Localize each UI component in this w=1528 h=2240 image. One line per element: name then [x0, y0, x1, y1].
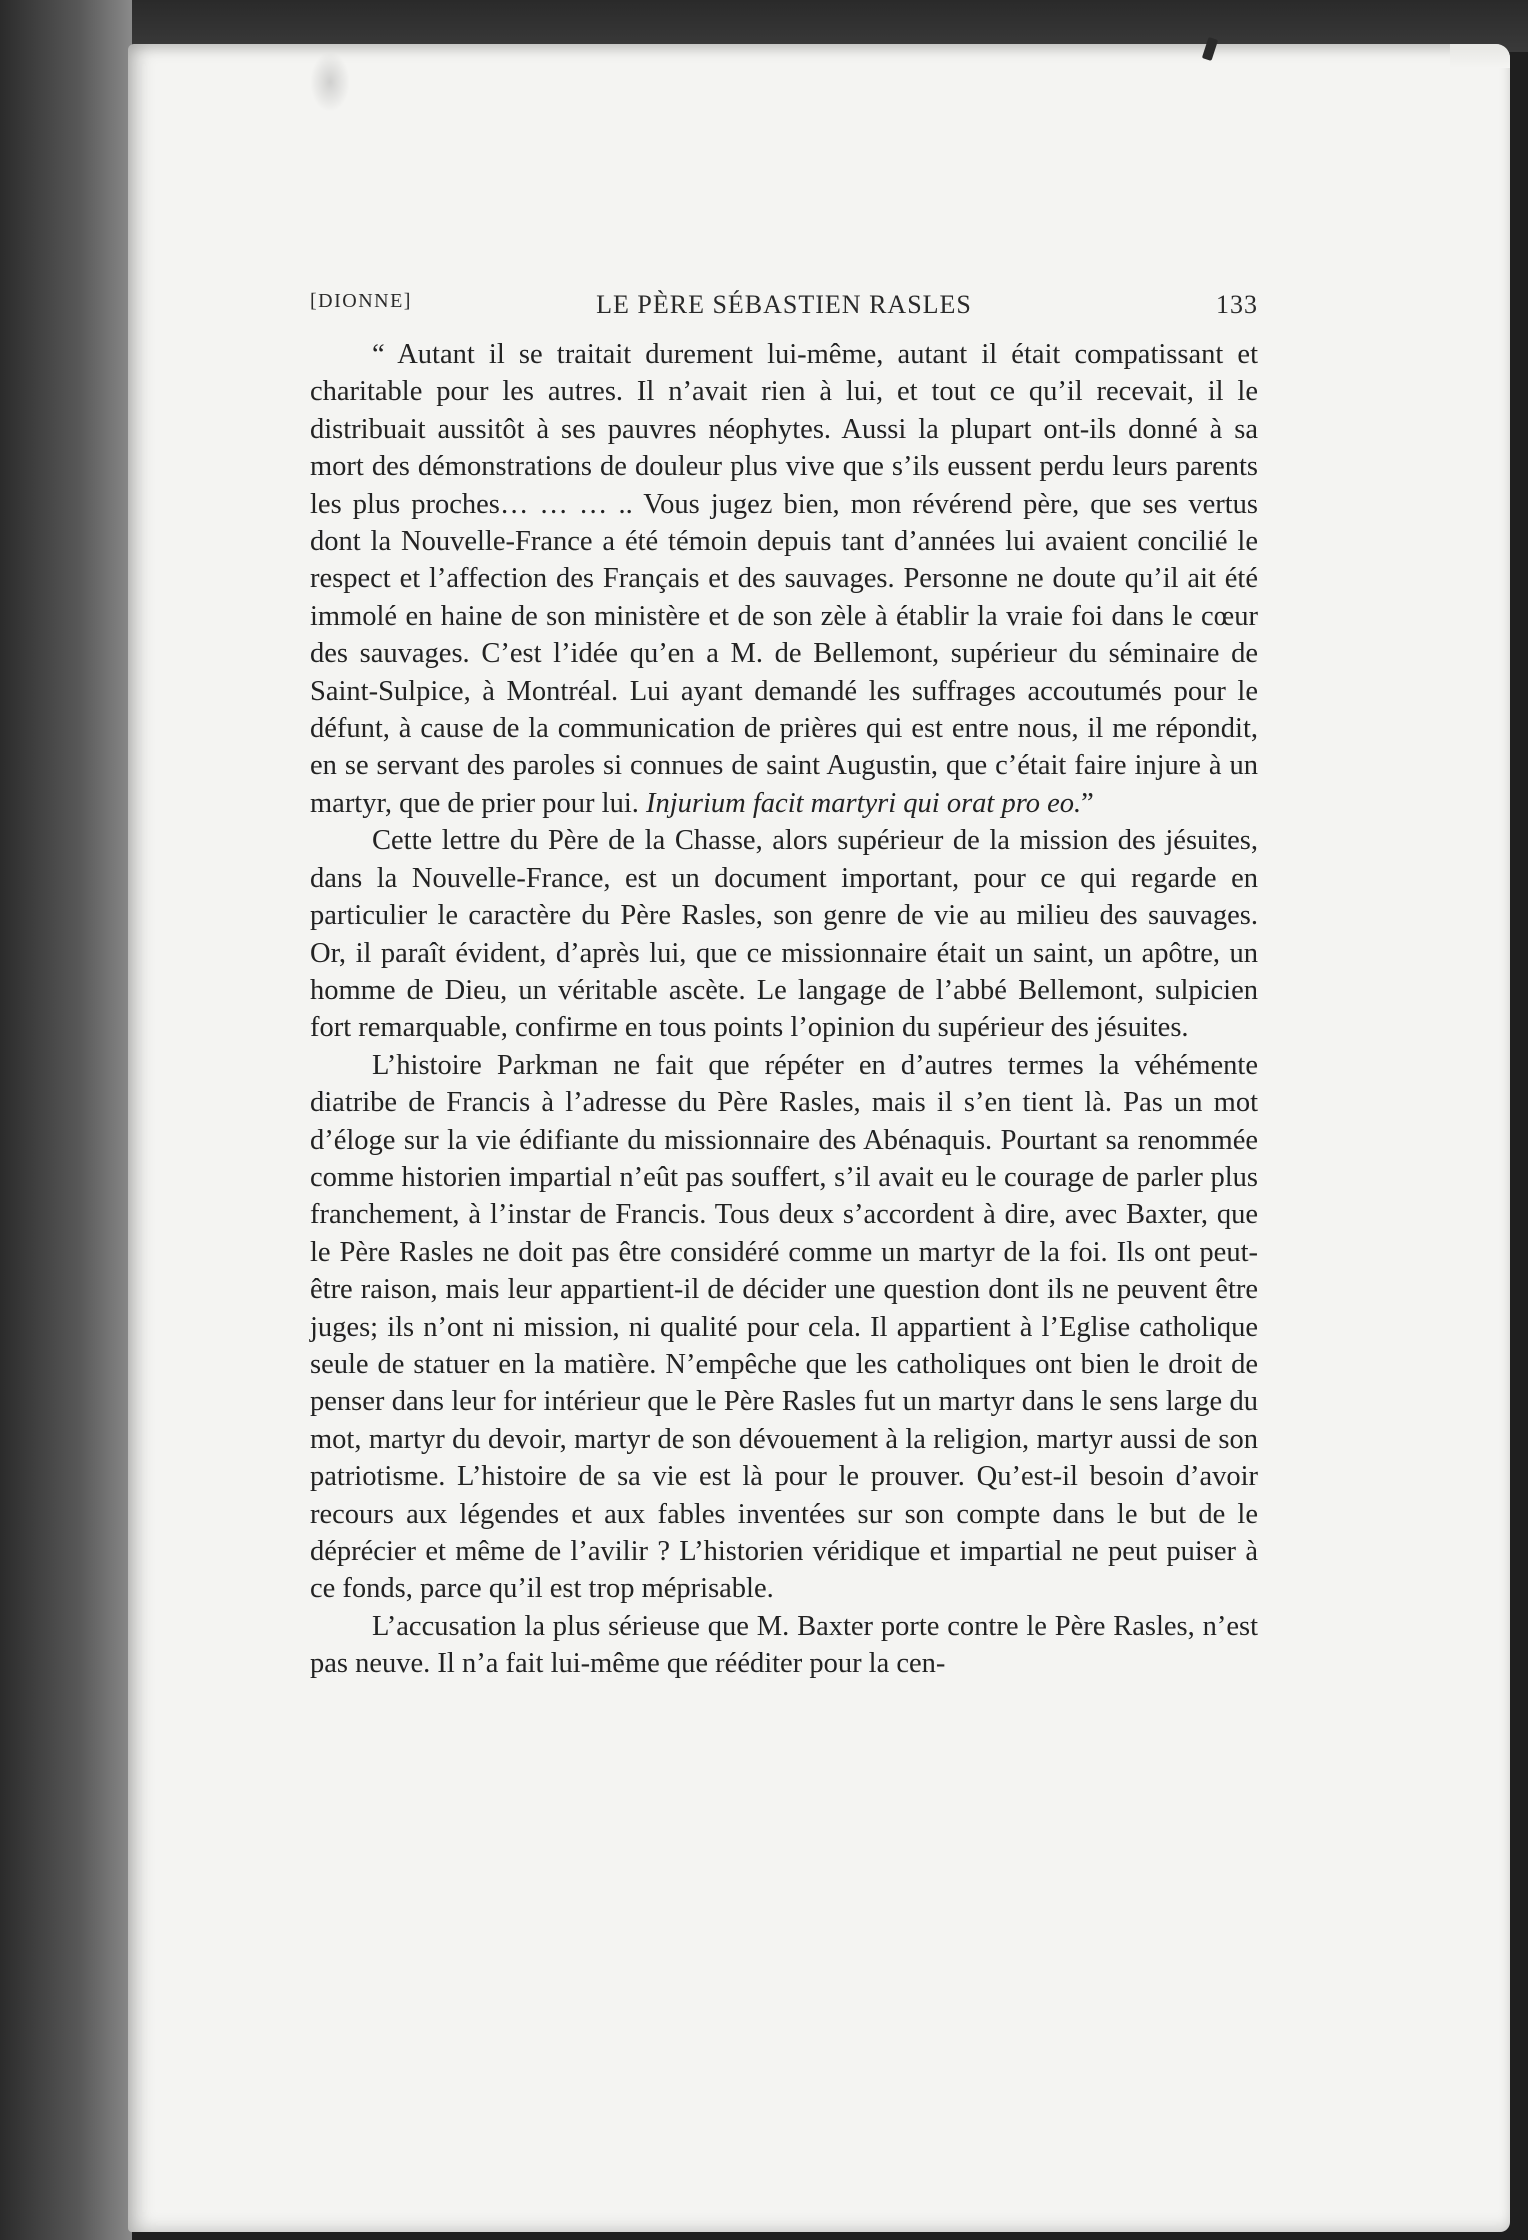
page-number: 133: [1216, 290, 1258, 319]
running-head: [310, 290, 1258, 326]
latin-quote: Injurium facit martyri qui orat pro eo.: [646, 787, 1082, 819]
scan-smudge: [310, 52, 350, 112]
page-title: LE PÈRE SÉBASTIEN RASLES: [596, 290, 972, 319]
paragraph: Cette lettre du Père de la Chasse, alors supérieur de la mission des jésuites, dans la Nouvelle-France, est un document important, pour ce qui regarde en particulier le caractère du Père Rasles, son genre de vie au milieu des sauvages. Or, il paraît évident, d’après lui, que ce missionnaire était un saint, un apôtre, un homme de Dieu, un véritable ascète. Le langage de l’abbé Bellemont, sulpicien fort remarquable, confirme en tous points l’opinion du supérieur des jésuites.: [310, 825, 1258, 1044]
paragraph-quote-text: “ Autant il se traitait durement lui-même, autant il était compatissant et charitable pour les autres. Il n’avait rien à lui, et tout ce qu’il recevait, il le distribuait aussitôt à ses pauvres néophytes. Aussi la plupart ont-ils donné à sa mort des démonstrations de douleur plus vive que s’ils eussent perdu leurs parents les plus proches… … … .. Vous jugez bien, mon révérend père, que ses vertus dont la Nouvelle-France a été témoin depuis tant d’années lui avaient concilié le respect et l’affection des Français et des sauvages. Personne ne doute qu’il ait été immolé en haine de son ministère et de son zèle à établir la vraie foi dans le cœur des sauvages. C’est l’idée qu’en a M. de Bellemont, supérieur du séminaire de Saint-Sulpice, à Montréal. Lui ayant demandé les suffrages accoutumés pour le défunt, à cause de la communication de prières qui est entre nous, il me répondit, en se servant des paroles si connues de saint Augustin, que c’était faire injure à un martyr, que de prier pour lui.: [310, 339, 1258, 819]
paragraph: L’histoire Parkman ne fait que répéter en d’autres termes la véhémente diatribe de Francis à l’adresse du Père Rasles, mais il s’en tient là. Pas un mot d’éloge sur la vie édifiante du missionnaire des Abénaquis. Pourtant sa renommée comme historien impartial n’eût pas souffert, s’il avait eu le courage de parler plus franchement, à l’instar de Francis. Tous deux s’accordent à dire, avec Baxter, que le Père Rasles ne doit pas être considéré comme un martyr de la foi. Ils ont peut-être raison, mais leur appartient-il de décider une question dont ils ne peuvent être juges; ils n’ont ni mission, ni qualité pour cela. Il appartient à l’Eglise catholique seule de statuer en la matière. N’empêche que les catholiques ont bien le droit de penser dans leur for intérieur que le Père Rasles fut un martyr dans le sens large du mot, martyr du devoir, martyr de son dévouement à la religion, martyr aussi de son patriotisme. L’histoire de sa vie est là pour le prouver. Qu’est-il besoin d’avoir recours aux légendes et aux fables inventées sur son compte dans le but de le déprécier et même de l’avilir ? L’historien véridique et impartial ne peut puiser à ce fonds, parce qu’il est trop méprisable.: [310, 1049, 1258, 1605]
page-edge-shadow: [0, 0, 132, 2240]
closing-quote-mark: ”: [1081, 787, 1094, 819]
body-text: [310, 336, 1258, 1683]
page-corner: [1450, 44, 1510, 68]
paragraph: L’accusation la plus sérieuse que M. Baxter porte contre le Père Rasles, n’est pas neuve. Il n’a fait lui-même que rééditer pour la cen-: [310, 1610, 1258, 1680]
paragraph-quote: [310, 336, 1258, 822]
author-tag: [DIONNE]: [310, 290, 412, 312]
